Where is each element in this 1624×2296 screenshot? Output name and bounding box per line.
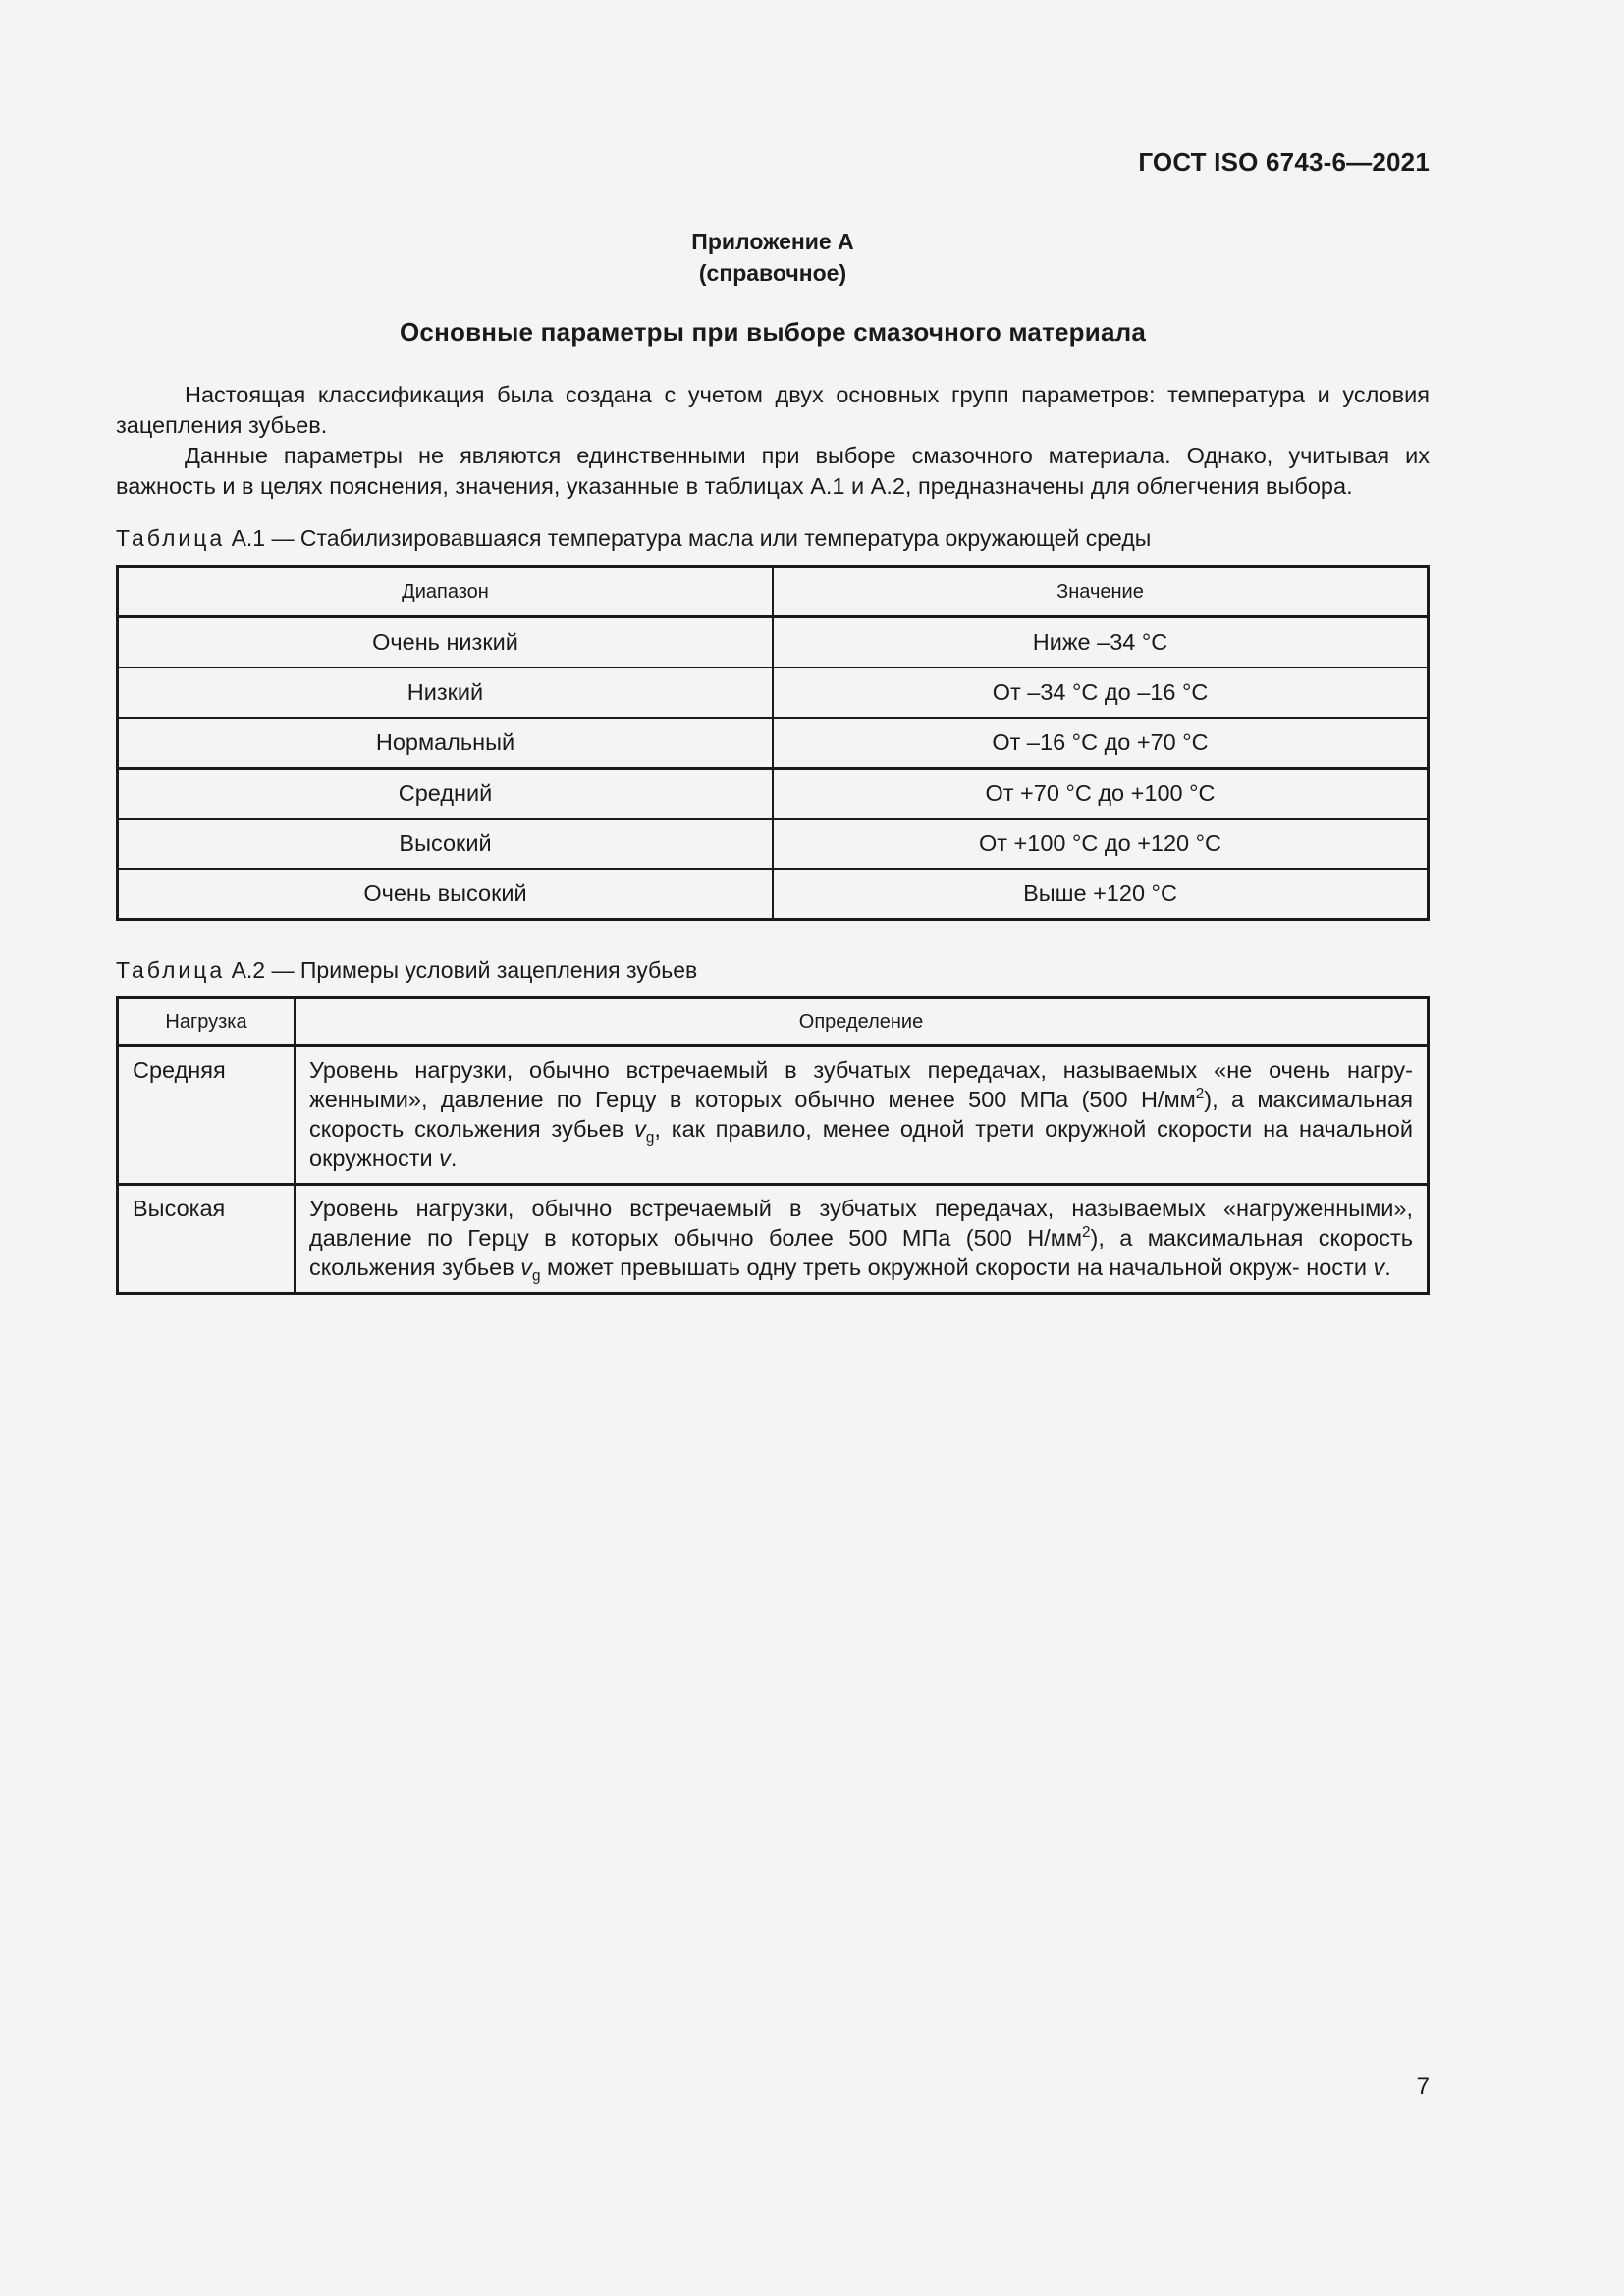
table2-header-definition: Определение [295,998,1429,1046]
range-cell: Высокий [118,819,774,869]
range-cell: Очень низкий [118,617,774,668]
table-row [118,769,1429,820]
table-row [118,718,1429,769]
table-row [118,617,1429,668]
range-cell: Очень высокий [118,869,774,920]
table-row [118,1046,1429,1185]
page-number: 7 [1416,2073,1430,2100]
value-cell: Выше +120 °С [773,869,1429,920]
definition-cell: Уровень нагрузки, обычно встречаемый в зубчатых передачах, называемых «не очень нагру- женными», давление по Герцу в которых обычно менее 500 МПа (500 $Н/мм^2$), а максимальная скорость скольжения зубьев $v_g$, как правило, менее одной трети окружной скорости на начальной окружности v. [295,1046,1429,1185]
value-cell: От +70 °С до +100 °С [773,769,1429,820]
intro-paragraph-1: Настоящая классификация была создана с учетом двух основных групп параметров: температура и условия зацепления зубьев. [116,382,1430,438]
value-cell: От +100 °С до +120 °С [773,819,1429,869]
temperature-table [116,565,1430,921]
annex-title: Приложение А [691,229,854,254]
table1-caption-label: Таблица [116,525,226,551]
table-row [118,869,1429,920]
load-cell: Средняя [118,1046,296,1185]
range-cell: Низкий [118,667,774,718]
table1-caption-text: А.1 — Стабилизировавшаяся температура масла или температура окружающей среды [231,525,1152,551]
table2-header-load: Нагрузка [118,998,296,1046]
table-row [118,819,1429,869]
table1-header-value: Значение [773,567,1429,617]
intro-paragraph-2: Данные параметры не являются единственными при выборе смазочного материала. Однако, учитывая их важность и в целях пояснения, значения, указанные в таблицах А.1 и А.2, предназначены для облегчения выбора. [116,443,1430,499]
value-cell: От –16 °С до +70 °С [773,718,1429,769]
table-row [118,1185,1429,1294]
load-cell: Высокая [118,1185,296,1294]
table-row [118,667,1429,718]
gear-mesh-table [116,996,1430,1295]
range-cell: Нормальный [118,718,774,769]
annex-heading [116,226,1430,289]
table1-caption [116,525,1151,552]
section-title: Основные параметры при выборе смазочного материала [400,317,1146,347]
table2-caption-label: Таблица [116,957,226,983]
intro-text [116,380,1430,502]
value-cell: Ниже –34 °С [773,617,1429,668]
document-page [116,0,1430,2296]
table2-caption [116,957,697,984]
document-code: ГОСТ ISO 6743-6—2021 [1138,147,1430,177]
definition-cell: Уровень нагрузки, обычно встречаемый в зубчатых передачах, называемых «нагруженными», давление по Герцу в которых обычно более 500 МПа (500 $Н/мм^2$), а максимальная скорость скольжения зубьев $v_g$ может превышать одну треть окружной скорости на начальной окруж- ности v. [295,1185,1429,1294]
range-cell: Средний [118,769,774,820]
value-cell: От –34 °С до –16 °С [773,667,1429,718]
table2-caption-text: А.2 — Примеры условий зацепления зубьев [231,957,698,983]
annex-subtitle: (справочное) [698,260,847,286]
table1-header-range: Диапазон [118,567,774,617]
